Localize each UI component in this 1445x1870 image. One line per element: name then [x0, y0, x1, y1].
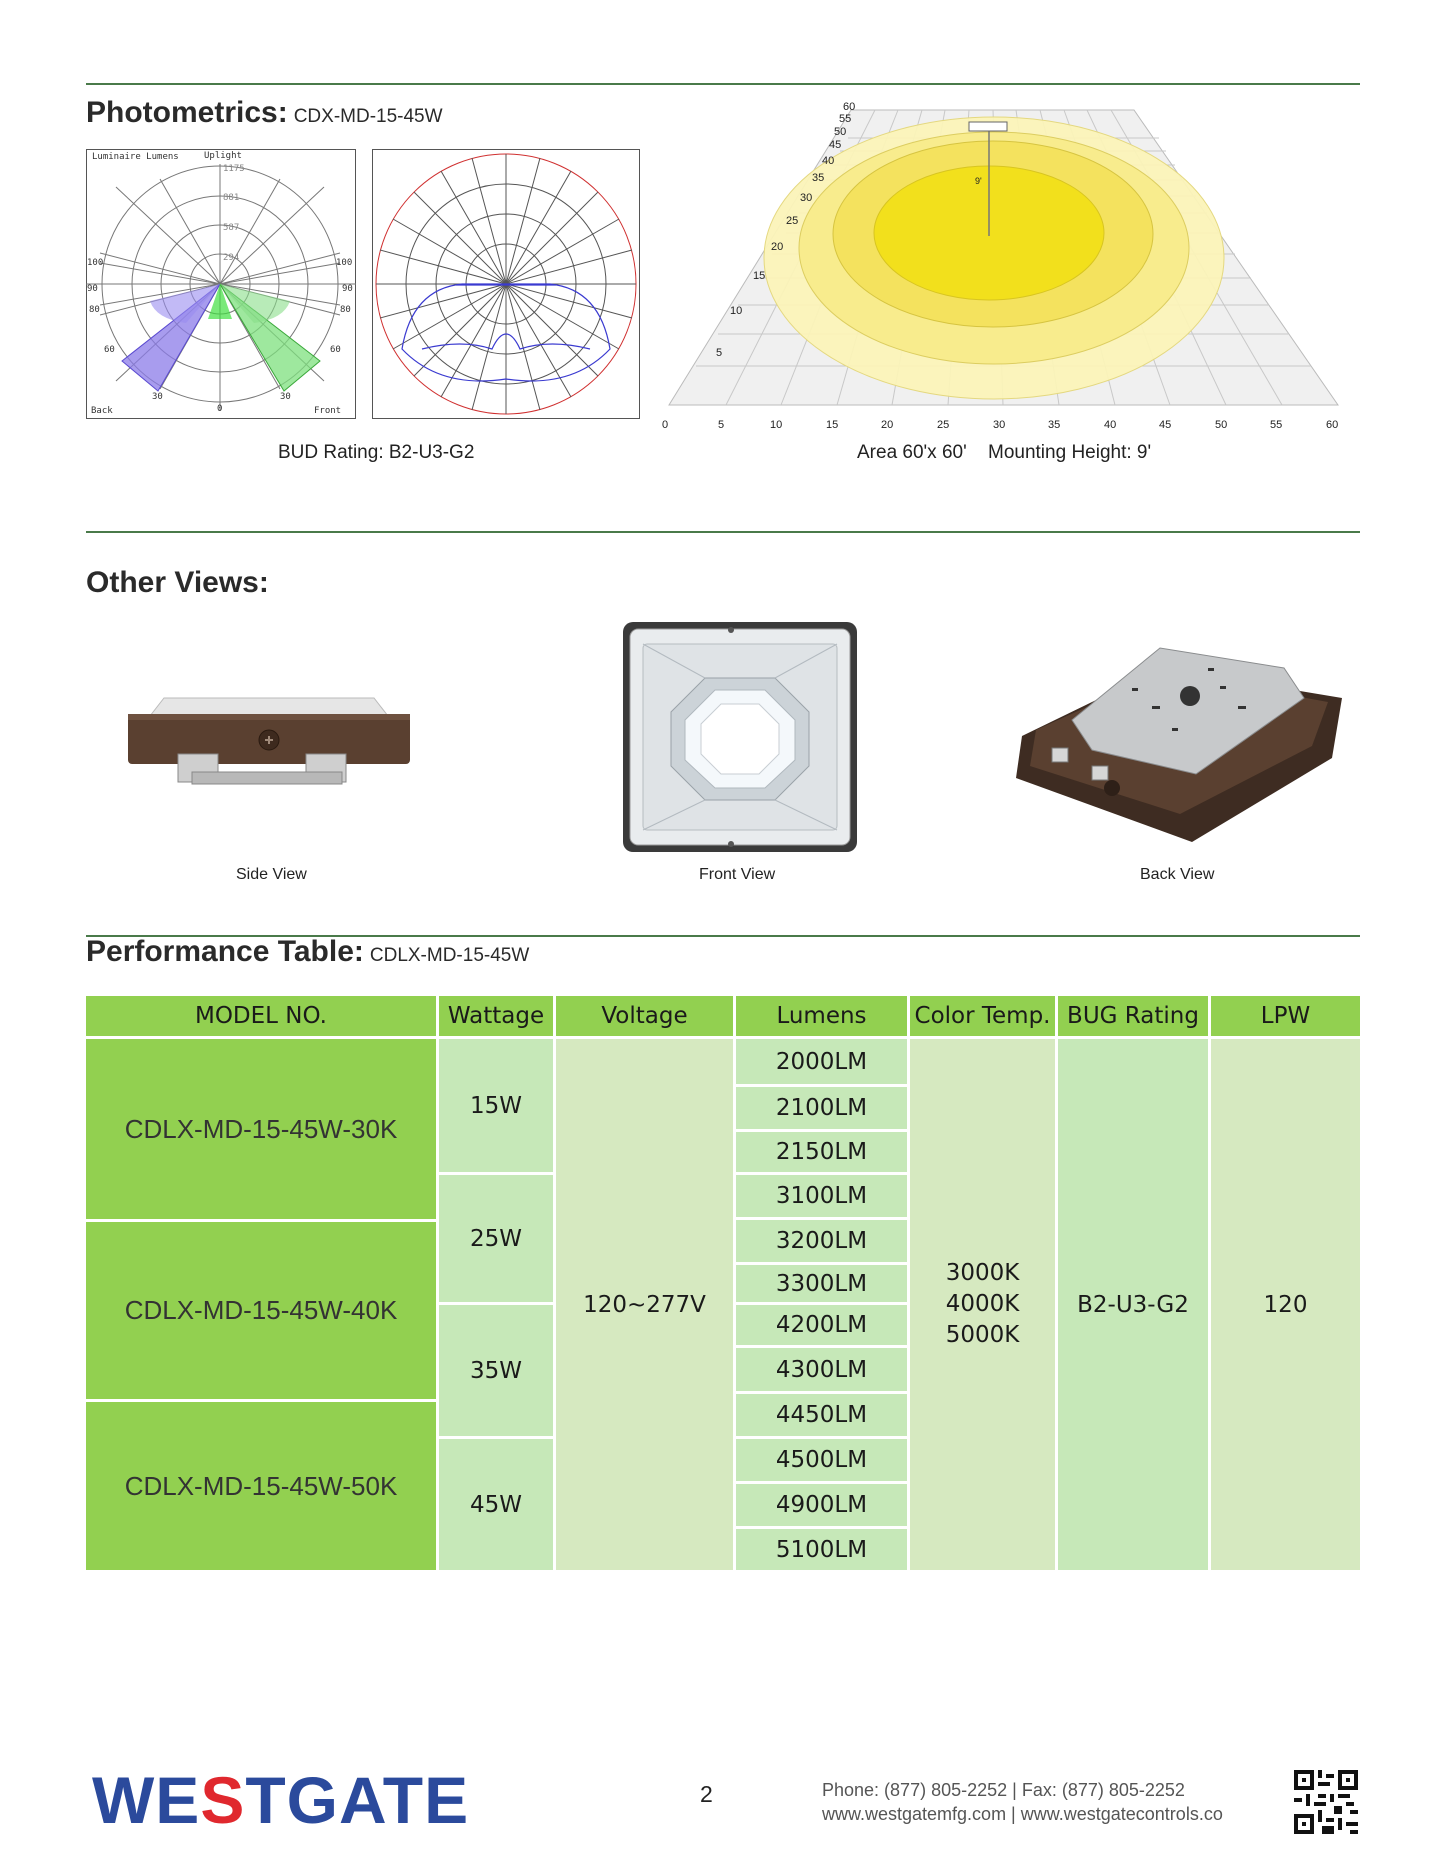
wattage-cell: 25W	[439, 1175, 553, 1302]
x-tick: 40	[1104, 419, 1117, 431]
lumens-cell: 5100LM	[736, 1529, 907, 1570]
y-tick: 25	[786, 215, 799, 227]
wattage-cell: 45W	[439, 1439, 553, 1570]
top-rule	[86, 83, 1360, 85]
back-label: Back	[91, 406, 113, 416]
x-tick: 0	[662, 419, 669, 431]
color-temp-value: 5000K	[945, 1322, 1020, 1348]
angle-label: 100	[336, 258, 353, 268]
angle-label: 80	[340, 305, 351, 315]
x-tick: 5	[718, 419, 725, 431]
angle-label: 80	[89, 305, 100, 315]
lumens-cell: 4200LM	[736, 1305, 907, 1345]
x-tick: 55	[1270, 419, 1283, 431]
luminaire-lumens-polar-chart	[86, 149, 356, 419]
side-view-image	[126, 696, 412, 790]
color-temp-value: 3000K	[945, 1260, 1020, 1286]
y-tick: 55	[839, 113, 852, 125]
area-caption: Area 60'x 60'	[857, 442, 967, 463]
x-tick: 15	[826, 419, 839, 431]
y-tick: 60	[843, 101, 856, 113]
angle-label: 90	[342, 284, 353, 294]
lumens-cell: 4500LM	[736, 1439, 907, 1481]
ring-value: 1175	[223, 164, 245, 174]
color-temp-value: 4000K	[945, 1291, 1020, 1317]
y-tick: 35	[812, 172, 825, 184]
x-tick: 35	[1048, 419, 1061, 431]
bottom-value: 0	[217, 404, 223, 414]
y-tick: 15	[753, 270, 766, 282]
color-temp-cell	[910, 1039, 1055, 1570]
y-tick: 30	[800, 192, 813, 204]
header-wattage: Wattage	[439, 996, 553, 1036]
lumens-cell: 4450LM	[736, 1394, 907, 1436]
lpw-cell: 120	[1211, 1039, 1360, 1570]
performance-table	[86, 996, 1360, 1570]
mounting-marker: 9'	[975, 176, 982, 186]
lumens-cell: 2150LM	[736, 1132, 907, 1172]
header-color-temp: Color Temp.	[910, 996, 1055, 1036]
angle-label: 100	[87, 258, 104, 268]
bug-rating-cell: B2-U3-G2	[1058, 1039, 1208, 1570]
other-views-heading: Other Views:	[86, 566, 269, 599]
photometrics-model: CDX-MD-15-45W	[293, 106, 443, 127]
ring-value: 587	[223, 223, 240, 233]
lumens-cell: 4300LM	[736, 1348, 907, 1391]
bottom-value: 30	[280, 392, 291, 402]
lumens-cell: 3300LM	[736, 1265, 907, 1302]
mounting-height-caption: Mounting Height: 9'	[988, 442, 1152, 463]
back-view-caption: Back View	[1140, 866, 1215, 883]
angle-label: 60	[104, 345, 115, 355]
uplight-label: Uplight	[204, 151, 242, 161]
x-tick: 50	[1215, 419, 1228, 431]
x-tick: 25	[937, 419, 950, 431]
lumens-cell: 2000LM	[736, 1039, 907, 1084]
contact-info	[822, 1778, 1223, 1826]
back-view-image	[1012, 628, 1346, 848]
header-model: MODEL NO.	[86, 996, 436, 1036]
y-tick: 50	[834, 126, 847, 138]
angle-label: 60	[330, 345, 341, 355]
lumens-cell: 4900LM	[736, 1484, 907, 1526]
lumens-cell: 3100LM	[736, 1175, 907, 1217]
wattage-cell: 35W	[439, 1305, 553, 1436]
front-label: Front	[314, 406, 342, 416]
angle-label: 90	[87, 284, 98, 294]
x-tick: 20	[881, 419, 894, 431]
lumens-cell: 3200LM	[736, 1220, 907, 1262]
contact-websites: www.westgatemfg.com | www.westgatecontrols.co	[822, 1804, 1223, 1824]
header-lpw: LPW	[1211, 996, 1360, 1036]
y-tick: 45	[829, 139, 842, 151]
lumens-cell: 2100LM	[736, 1087, 907, 1129]
side-view-caption: Side View	[236, 866, 307, 883]
performance-heading: Performance Table: CDLX-MD-15-45W	[86, 935, 530, 968]
model-cell: CDLX-MD-15-45W-30K	[86, 1039, 436, 1219]
bud-rating-caption: BUD Rating: B2-U3-G2	[278, 442, 475, 463]
section-rule	[86, 531, 1360, 533]
x-tick: 30	[993, 419, 1006, 431]
wattage-cell: 15W	[439, 1039, 553, 1172]
y-tick: 10	[730, 305, 743, 317]
front-view-image	[621, 620, 859, 854]
qr-code-icon	[1294, 1770, 1358, 1834]
candela-polar-chart	[372, 149, 640, 419]
x-tick: 45	[1159, 419, 1172, 431]
x-tick: 10	[770, 419, 783, 431]
header-bug-rating: BUG Rating	[1058, 996, 1208, 1036]
voltage-cell: 120~277V	[556, 1039, 733, 1570]
header-lumens: Lumens	[736, 996, 907, 1036]
luminaire-lumens-label: Luminaire Lumens	[92, 152, 179, 162]
westgate-logo: WESTGATE	[92, 1763, 470, 1837]
illuminance-area-plot	[656, 100, 1350, 436]
bottom-value: 30	[152, 392, 163, 402]
y-tick: 5	[716, 347, 723, 359]
contact-phone-fax: Phone: (877) 805-2252 | Fax: (877) 805-2252	[822, 1780, 1185, 1800]
y-tick: 20	[771, 241, 784, 253]
photometrics-heading: Photometrics: CDX-MD-15-45W	[86, 96, 443, 129]
front-view-caption: Front View	[699, 866, 776, 883]
ring-value: 294	[223, 253, 240, 263]
x-tick: 60	[1326, 419, 1339, 431]
y-tick: 40	[822, 155, 835, 167]
performance-model: CDLX-MD-15-45W	[369, 945, 530, 966]
model-cell: CDLX-MD-15-45W-50K	[86, 1402, 436, 1570]
page-number: 2	[700, 1781, 713, 1807]
header-voltage: Voltage	[556, 996, 733, 1036]
model-cell: CDLX-MD-15-45W-40K	[86, 1222, 436, 1399]
ring-value: 881	[223, 193, 240, 203]
